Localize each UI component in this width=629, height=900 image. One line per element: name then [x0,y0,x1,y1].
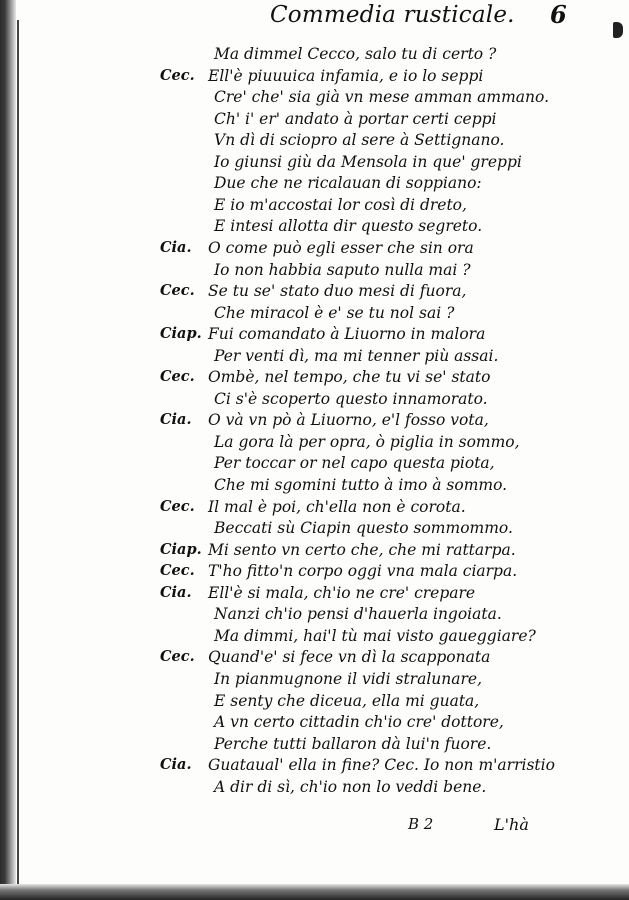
verse-text: Cre' che' sia già vn mese amman ammano. [214,88,550,107]
speaker-label: Ciap. [160,325,202,343]
verse-text: Che mi sgomini tutto à imo à sommo. [214,476,508,494]
verse-text: Beccati sù Ciapin questo sommommo. [214,519,513,538]
verse-text: Io giunsi giù da Mensola in que' greppi [214,152,522,171]
verse-text: Quand'e' si fece vn dì la scapponata [208,648,491,667]
page-number: 6 [550,0,567,29]
speaker-label: Cec. [160,562,195,580]
verse-text: E io m'accostai lor così di dreto, [214,195,467,214]
verse-text: Perche tutti ballaron dà lui'n fuore. [214,734,492,753]
verse-text: Vn dì di sciopro al sere à Settignano. [214,131,505,150]
corner-ink-mark [613,22,623,38]
verse-text: E intesi allotta dir questo segreto. [214,217,483,236]
verse-text: O come può egli esser che sin ora [208,238,474,257]
signature-mark: B 2 [408,815,434,833]
verse-text: La gora là per opra, ò piglia in sommo, [214,432,520,451]
verse-text: O và vn pò à Liuorno, e'l fosso vota, [208,411,489,430]
page-bottom-edge [0,884,629,900]
speaker-label: Cia. [160,238,192,256]
verse-text: Guataual' ella in fine? Cec. Io non m'arristio [208,756,555,775]
speaker-label: Cec. [160,66,195,84]
speaker-label: Cia. [160,756,192,774]
verse-text: Ell'è si mala, ch'io ne cre' crepare [208,583,476,602]
verse-text: Il mal è poi, ch'ella non è corota. [208,497,466,516]
verse-text: Se tu se' stato duo mesi di fuora, [208,282,467,301]
speaker-label: Cec. [160,368,195,386]
verse-text: Ma dimmi, hai'l tù mai visto gaueggiare? [214,626,536,645]
catchword: L'hà [494,815,529,834]
verse-text: Fui comandato à Liuorno in malora [208,325,486,344]
running-title: Commedia rusticale. [270,2,515,28]
verse-text: A dir di sì, ch'io non lo veddi bene. [214,777,487,796]
verse-text: Ci s'è scoperto questo innamorato. [214,389,488,408]
speaker-label: Ciap. [160,540,202,558]
verse-text: Ell'è piuuuica infamia, e io lo seppi [208,66,484,85]
gutter-shadow-line [17,20,19,890]
speaker-label: Cia. [160,583,192,601]
verse-text: A vn certo cittadin ch'io cre' dottore, [214,713,504,732]
speaker-label: Cec. [160,497,195,515]
binding-gutter [0,0,16,900]
verse-text: In pianmugnone il vidi stralunare, [214,669,483,688]
verse-text: Due che ne ricalauan di soppiano: [214,174,482,193]
speaker-label: Cec. [160,282,195,300]
verse-text: Che miracol è e' se tu nol sai ? [214,303,455,322]
verse-text: T'ho fitto'n corpo oggi vna mala ciarpa. [208,562,518,581]
verse-text: Ma dimmel Cecco, salo tu di certo ? [214,45,497,63]
verse-text: Per toccar or nel capo questa piota, [214,454,495,473]
verse-text: Per venti dì, ma mi tenner più assai. [214,346,499,365]
verse-text: Mi sento vn certo che, che mi rattarpa. [208,540,516,559]
verse-text: Ombè, nel tempo, che tu vi se' stato [208,368,491,387]
speaker-label: Cia. [160,411,192,429]
verse-text: Ch' i' er' andato à portar certi ceppi [214,109,497,128]
speaker-label: Cec. [160,648,195,666]
verse-text: Nanzi ch'io pensi d'hauerla ingoiata. [214,605,502,624]
verse-text: Io non habbia saputo nulla mai ? [214,260,471,279]
verse-text: E senty che diceua, ella mi guata, [214,691,480,710]
